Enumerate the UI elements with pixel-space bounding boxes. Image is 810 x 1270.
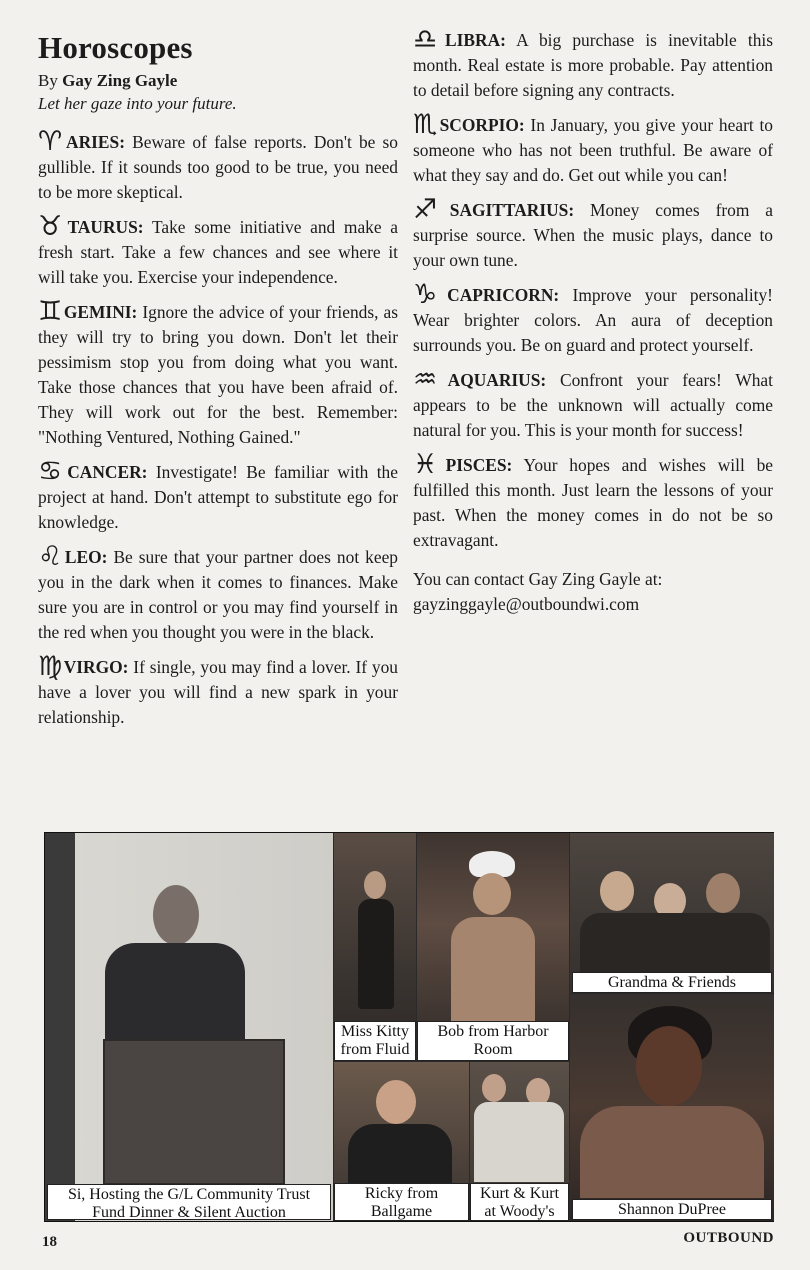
sign-name: LIBRA:	[445, 30, 506, 50]
person-silhouette	[376, 1080, 416, 1124]
person-silhouette	[473, 873, 511, 915]
sign-text: Your hopes and wishes will be fulfilled this month. Just learn the lessons of your past. When the money comes in do not be so extravagant.	[413, 455, 773, 550]
author-name: Gay Zing Gayle	[62, 71, 178, 90]
podium	[103, 1039, 285, 1185]
sign-text: If single, you may find a lover. If you have a lover you will find a new spark in your relationship.	[38, 657, 398, 727]
person-silhouette	[358, 899, 394, 1009]
horoscope-aquarius	[413, 364, 773, 443]
right-column	[413, 24, 774, 617]
publication-name: OUTBOUND	[683, 1230, 774, 1246]
sign-text: Be sure that your partner does not keep you in the dark when it comes to finances. Make sure you are in control or you may find yourself in the red when you thought you were in the black.	[38, 547, 398, 642]
sign-text: Take some initiative and make a fresh start. Take a few chances and see where it will take you. Exercise your independence.	[38, 217, 398, 287]
sign-name: GEMINI:	[63, 302, 138, 322]
aries-icon: ♈	[38, 126, 66, 157]
photo-si	[45, 833, 333, 1221]
horoscope-pisces	[413, 449, 773, 553]
tagline: Let her gaze into your future.	[38, 94, 237, 113]
horoscope-sagittarius	[413, 194, 773, 273]
leo-icon: ♌	[38, 541, 64, 572]
virgo-icon: ♍	[38, 651, 63, 682]
horoscope-aries	[38, 126, 398, 205]
sign-text: Investigate! Be familiar with the project at hand. Don't attempt to substitute ego for knowledge.	[38, 462, 398, 532]
caption-miss-kitty: Miss Kitty from Fluid	[334, 1021, 416, 1061]
person-silhouette	[580, 1106, 764, 1198]
sign-name: PISCES:	[445, 455, 513, 475]
sign-name: SCORPIO:	[439, 115, 525, 135]
sign-name: LEO:	[64, 547, 108, 567]
person-silhouette	[706, 873, 740, 913]
sign-name: ARIES:	[66, 132, 125, 152]
person-silhouette	[636, 1026, 702, 1106]
sign-text: Confront your fears! What appears to be the unknown will actually come natural for you. This is your month for success!	[413, 370, 773, 440]
photo-ricky	[334, 1062, 469, 1221]
person-silhouette	[153, 885, 199, 945]
photo-miss-kitty	[334, 833, 416, 1061]
horoscope-virgo	[38, 651, 398, 730]
horoscope-gemini	[38, 296, 398, 450]
left-column	[38, 28, 398, 740]
cancer-icon: ♋	[38, 456, 67, 487]
photo-collage	[44, 832, 774, 1222]
aquarius-icon: ♒	[413, 364, 447, 395]
pisces-icon: ♓	[413, 449, 445, 480]
libra-icon: ♎	[413, 24, 445, 55]
sign-name: SAGITTARIUS:	[449, 200, 575, 220]
photo-grandma	[570, 833, 774, 993]
sign-name: VIRGO:	[63, 657, 129, 677]
sign-text: Money comes from a surprise source. When the music plays, dance to your own tune.	[413, 200, 773, 270]
person-silhouette	[474, 1102, 564, 1182]
person-silhouette	[482, 1074, 506, 1102]
byline	[38, 70, 398, 92]
horoscope-scorpio	[413, 109, 773, 188]
contact-info	[413, 567, 773, 617]
contact-email[interactable]: gayzinggayle@outboundwi.com	[413, 594, 640, 614]
horoscope-capricorn	[413, 279, 773, 358]
sign-name: AQUARIUS:	[447, 370, 547, 390]
person-silhouette	[600, 871, 634, 911]
taurus-icon: ♉	[38, 211, 67, 242]
sagittarius-icon: ♐	[413, 194, 449, 225]
horoscope-cancer	[38, 456, 398, 535]
sign-name: CAPRICORN:	[447, 285, 560, 305]
scorpio-icon: ♏	[413, 109, 439, 140]
horoscope-taurus	[38, 211, 398, 290]
caption-si: Si, Hosting the G/L Community Trust Fund Dinner & Silent Auction	[47, 1184, 331, 1220]
sign-text: In January, you give your heart to someone who has not been truthful. Be aware of what they say and do. Get out while you can!	[413, 115, 773, 185]
person-silhouette	[364, 871, 386, 899]
caption-shannon: Shannon DuPree	[572, 1199, 772, 1220]
sign-text: A big purchase is inevitable this month. Real estate is more probable. Pay attention to detail before signing any contracts.	[413, 30, 774, 100]
caption-grandma: Grandma & Friends	[572, 972, 772, 993]
contact-line: You can contact Gay Zing Gayle at:	[413, 569, 663, 589]
sign-text: Improve your personality! Wear brighter colors. An aura of deception surrounds you. Be on guard and protect yourself.	[413, 285, 773, 355]
capricorn-icon: ♑	[413, 279, 447, 310]
sign-name: TAURUS:	[67, 217, 144, 237]
person-silhouette	[451, 917, 535, 1027]
page-title: Horoscopes	[38, 30, 193, 65]
byline-prefix: By	[38, 71, 58, 90]
horoscope-libra	[413, 24, 774, 103]
sign-name: CANCER:	[67, 462, 148, 482]
gemini-icon: ♊	[38, 296, 63, 327]
sign-text: Beware of false reports. Don't be so gullible. If it sounds too good to be true, you need to be more skeptical.	[38, 132, 398, 202]
horoscope-leo	[38, 541, 398, 645]
caption-ricky: Ricky from Ballgame	[334, 1183, 469, 1221]
photo-kurt	[470, 1062, 569, 1221]
person-silhouette	[580, 913, 770, 973]
caption-kurt: Kurt & Kurt at Woody's	[470, 1183, 569, 1221]
page-number: 18	[42, 1234, 57, 1250]
sign-text: Ignore the advice of your friends, as they will try to bring you down. Don't let their pessimism stop you from doing what you want. Take those chances that you have been afraid of. They will work out for the best. Remember: "Nothing Ventured, Nothing Gained."	[38, 302, 398, 447]
photo-shannon	[570, 994, 774, 1221]
caption-bob: Bob from Harbor Room	[417, 1021, 569, 1061]
photo-bob	[417, 833, 569, 1061]
